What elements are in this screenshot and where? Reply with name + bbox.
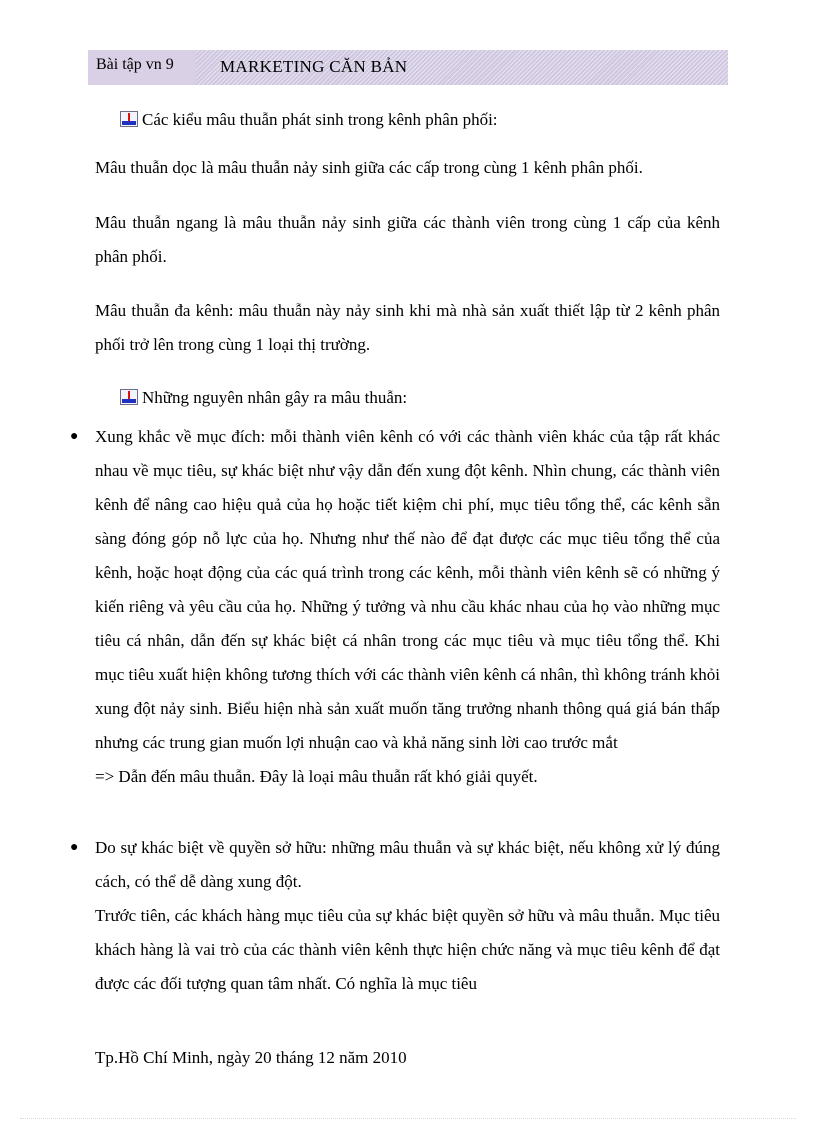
header-title: MARKETING CĂN BẢN	[220, 57, 408, 76]
paragraph-horizontal-conflict: Mâu thuẫn ngang là mâu thuẫn nảy sinh giữa các thành viên trong cùng 1 cấp của kênh phân phối.	[95, 213, 720, 266]
page-divider	[20, 1118, 796, 1119]
footer-date: Tp.Hồ Chí Minh, ngày 20 tháng 12 năm 2010	[95, 1048, 407, 1067]
bullet-icon: ●	[70, 840, 79, 855]
list-item	[70, 831, 720, 1001]
bullet-conclusion: => Dẫn đến mâu thuẫn. Đây là loại mâu thuẫn rất khó giải quyết.	[95, 767, 538, 786]
section-heading-conflict-causes	[120, 386, 407, 410]
paragraph-multichannel-conflict: Mâu thuẫn đa kênh: mâu thuẫn này nảy sinh khi mà nhà sản xuất thiết lập từ 2 kênh phân phối trở lên trong cùng 1 loại thị trường.	[95, 301, 720, 354]
bullet-icon: ●	[70, 429, 79, 444]
header-exercise-label: Bài tập vn 9	[88, 50, 196, 85]
pin-icon	[120, 111, 138, 127]
bullet-text: Xung khắc về mục đích: mỗi thành viên kênh có với các thành viên khác của tập rất khác nhau về mục tiêu, sự khác biệt như vậy dẫn đến xung đột kênh. Nhìn chung, các thành viên kênh để nâng cao hiệu quả của họ hoặc tiết kiệm chi phí, mục tiêu tổng thể, các kênh sẵn sàng đóng góp nỗ lực của họ. Nhưng như thế nào để đạt được các mục tiêu tổng thể của kênh, hoặc hoạt động của các quá trình trong các kênh, mỗi thành viên kênh sẽ có những ý kiến riêng và yêu cầu của họ. Những ý tưởng và nhu cầu khác nhau của họ vào những mục tiêu cá nhân, dẫn đến sự khác biệt cá nhân trong các mục tiêu và mục tiêu tổng thể. Khi mục tiêu xuất hiện không tương thích với các thành viên kênh cá nhân, thì không tránh khỏi xung đột nảy sinh. Biểu hiện nhà sản xuất muốn tăng trưởng nhanh thông quá giá bán thấp nhưng các trung gian muốn lợi nhuận cao và khả năng sinh lời cao trước mắt	[95, 427, 720, 752]
list-item	[70, 420, 720, 794]
page-header	[88, 50, 728, 85]
section-heading-text: Các kiểu mâu thuẫn phát sinh trong kênh phân phối:	[142, 110, 498, 129]
section-heading-text: Những nguyên nhân gây ra mâu thuẫn:	[142, 388, 408, 407]
pin-icon	[120, 389, 138, 405]
bullet-continuation: Trước tiên, các khách hàng mục tiêu của sự khác biệt quyền sở hữu và mâu thuẫn. Mục tiêu khách hàng là vai trò của các thành viên kênh thực hiện chức năng và mục tiêu kênh để đạt được các đối tượng quan tâm nhất. Có nghĩa là mục tiêu	[95, 906, 720, 993]
paragraph-vertical-conflict: Mâu thuẫn dọc là mâu thuẫn nảy sinh giữa các cấp trong cùng 1 kênh phân phối.	[95, 158, 643, 177]
section-heading-conflict-types	[120, 108, 498, 132]
bullet-text: Do sự khác biệt về quyền sở hữu: những mâu thuẫn và sự khác biệt, nếu không xử lý đúng cách, có thể dễ dàng xung đột.	[95, 838, 720, 891]
